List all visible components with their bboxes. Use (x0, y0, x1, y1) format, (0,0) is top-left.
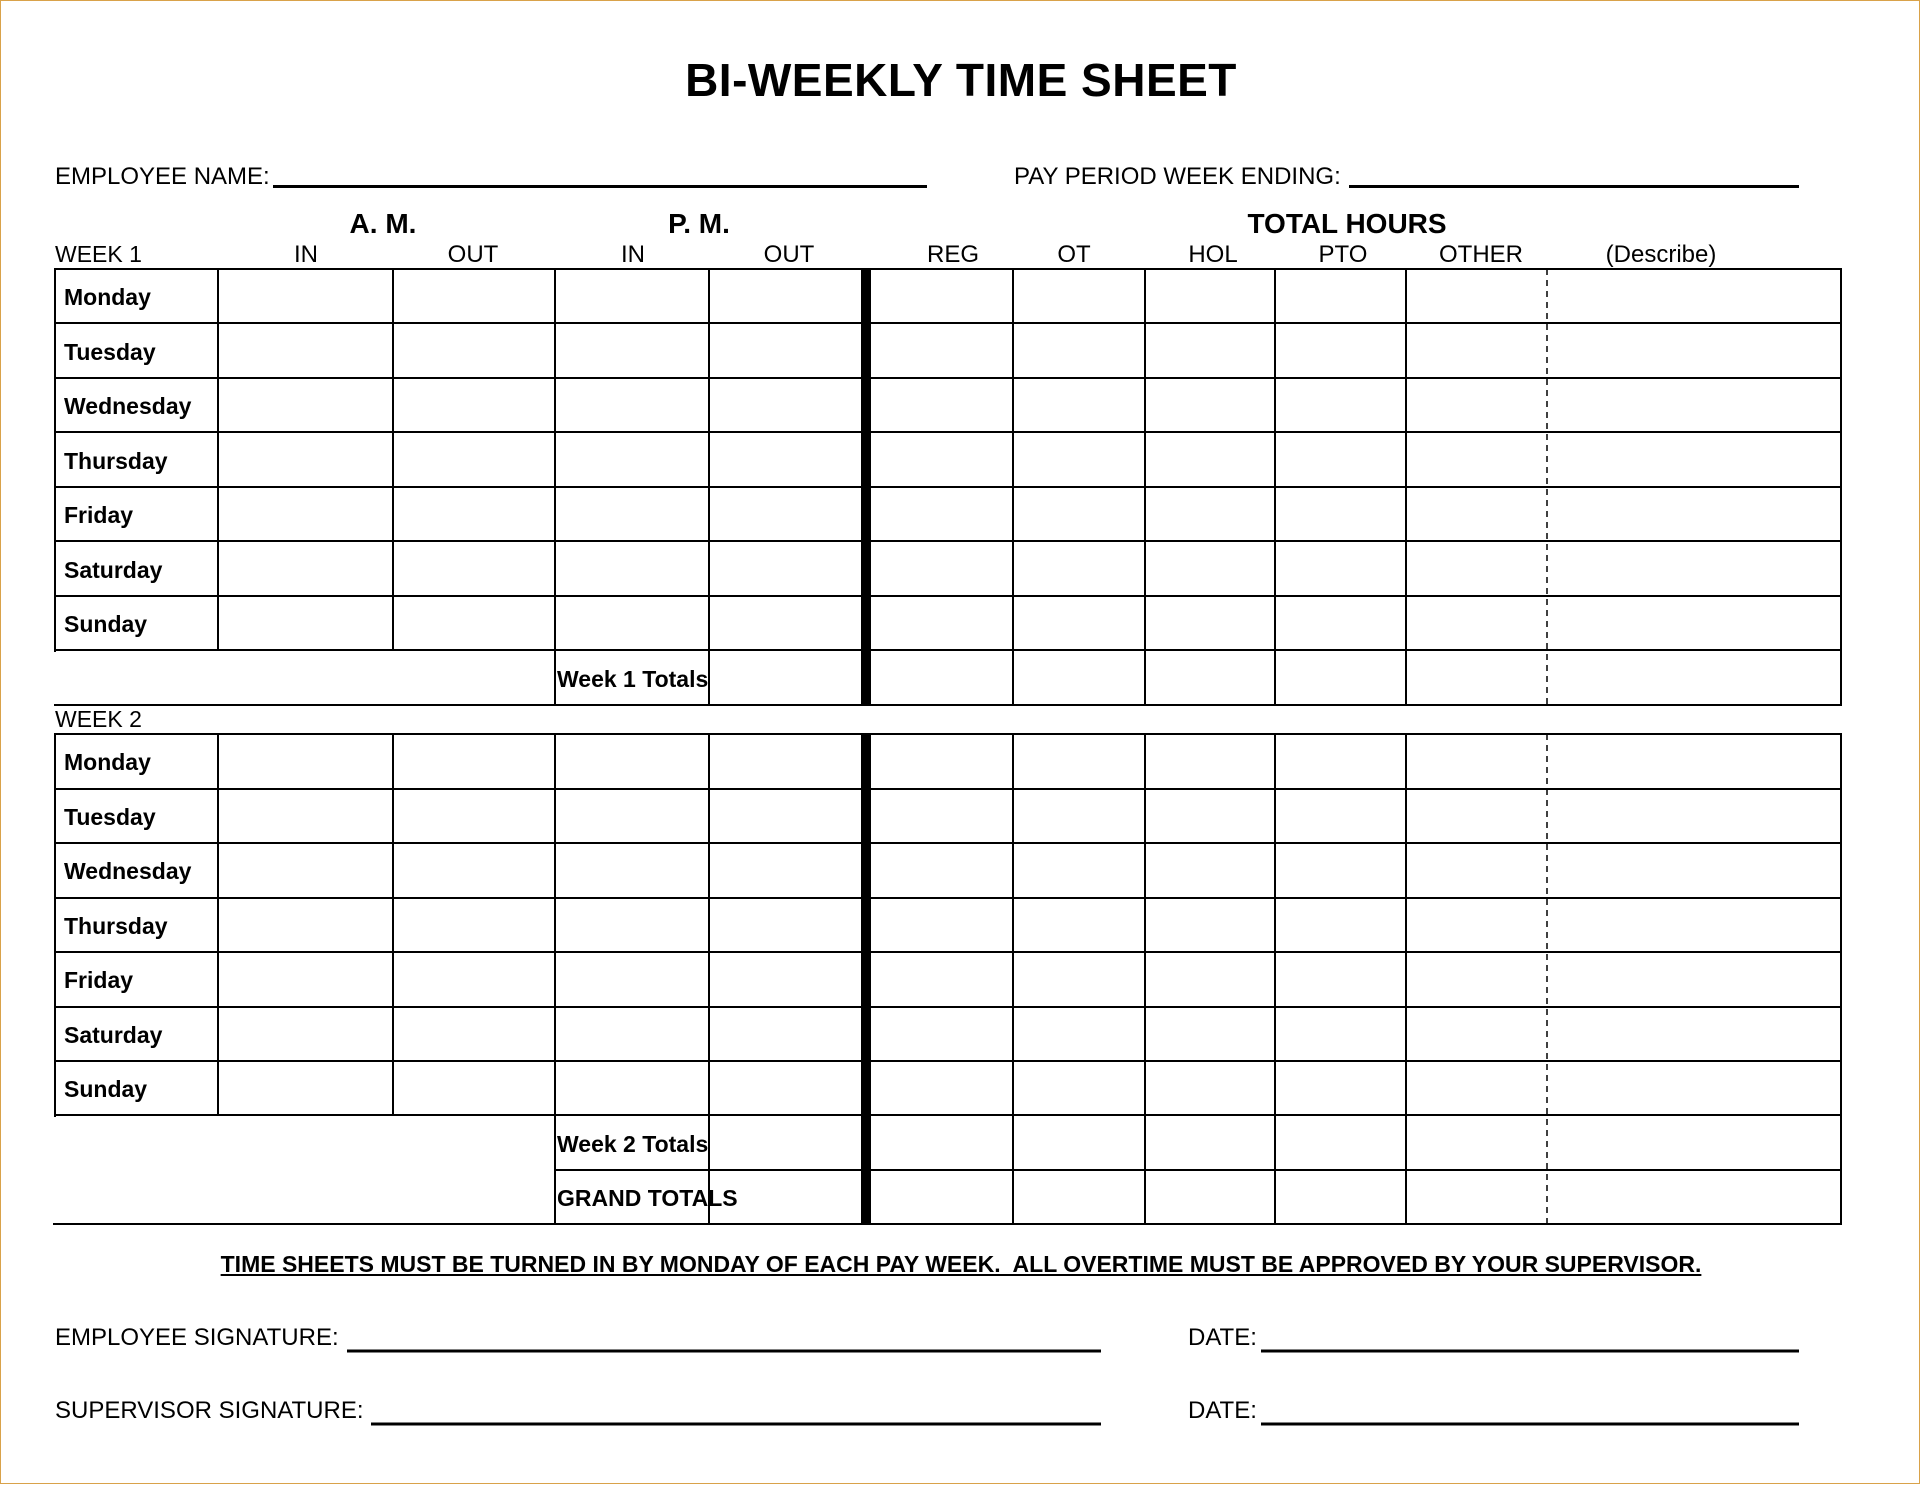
employee-date-label: DATE: (1188, 1324, 1257, 1351)
week2-totals-blank (53, 1117, 554, 1223)
week2-day-saturday: Saturday (64, 1022, 163, 1048)
col-am-in: IN (294, 241, 318, 268)
week1-day-friday: Friday (64, 502, 134, 528)
col-describe: (Describe) (1605, 241, 1717, 268)
col-hol: HOL (1188, 241, 1238, 268)
am-header: A. M. (349, 208, 417, 239)
total-hours-header: TOTAL HOURS (1247, 208, 1447, 239)
week2-separator-bar (861, 734, 871, 1224)
employee-signature-label: EMPLOYEE SIGNATURE: (55, 1324, 339, 1351)
week1-totals-label: Week 1 Totals (557, 666, 709, 692)
week1-day-saturday: Saturday (64, 557, 163, 583)
week1-day-sunday: Sunday (64, 611, 148, 637)
week2-day-friday: Friday (64, 967, 134, 993)
week2-day-thursday: Thursday (64, 913, 168, 939)
submission-notice: TIME SHEETS MUST BE TURNED IN BY MONDAY OF EACH PAY WEEK. ALL OVERTIME MUST BE APPROVED BY YOUR SUPERVISOR. (220, 1251, 1702, 1277)
pay-period-label: PAY PERIOD WEEK ENDING: (1014, 163, 1341, 190)
col-other: OTHER (1439, 241, 1523, 268)
pm-header: P. M. (668, 208, 730, 239)
week1-day-monday: Monday (64, 284, 151, 310)
supervisor-date-label: DATE: (1188, 1397, 1257, 1424)
grand-totals-label: GRAND TOTALS (557, 1185, 738, 1211)
week2-day-wednesday: Wednesday (64, 858, 192, 884)
col-ot: OT (1057, 241, 1091, 268)
page-title: BI-WEEKLY TIME SHEET (685, 54, 1237, 106)
col-pm-out: OUT (763, 241, 815, 268)
supervisor-signature-label: SUPERVISOR SIGNATURE: (55, 1397, 364, 1424)
col-reg: REG (926, 241, 979, 268)
week1-separator-bar (861, 269, 871, 705)
week2-day-sunday: Sunday (64, 1076, 148, 1102)
col-am-out: OUT (447, 241, 499, 268)
week1-day-thursday: Thursday (64, 448, 168, 474)
week1-day-tuesday: Tuesday (64, 339, 156, 365)
week2-label: WEEK 2 (55, 706, 142, 732)
week2-totals-label: Week 2 Totals (557, 1131, 709, 1157)
week2-day-monday: Monday (64, 749, 151, 775)
week1-totals-blank (53, 652, 554, 704)
col-pto: PTO (1318, 241, 1368, 268)
employee-name-label: EMPLOYEE NAME: (55, 163, 270, 190)
week1-day-wednesday: Wednesday (64, 393, 192, 419)
week2-day-tuesday: Tuesday (64, 804, 156, 830)
col-pm-in: IN (621, 241, 645, 268)
week1-label: WEEK 1 (55, 241, 142, 267)
